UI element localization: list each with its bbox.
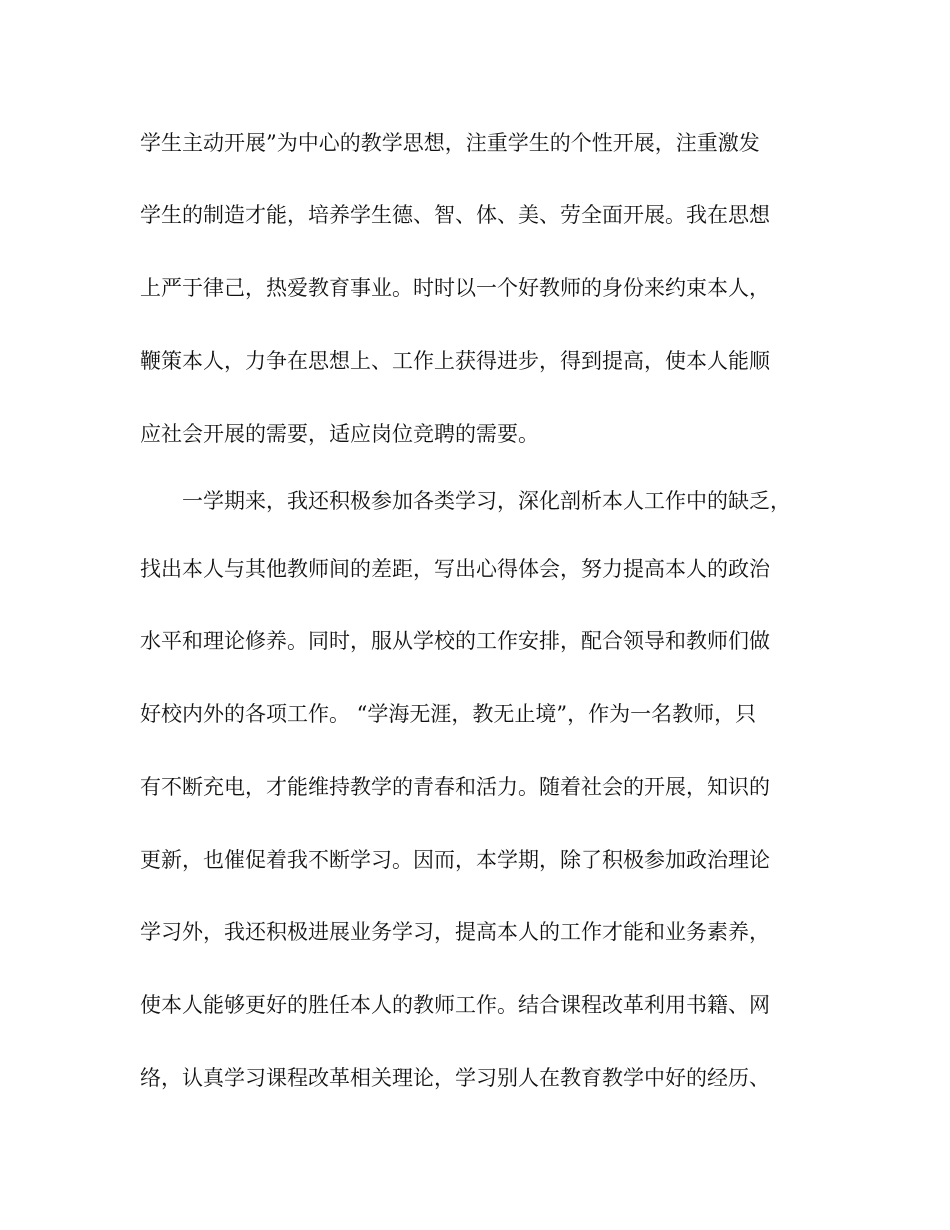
text-line: 好校内外的各项工作。 “学海无涯，教无止境”，作为一名教师，只 [140, 702, 757, 726]
text-line: 络，认真学习课程改革相关理论，学习别人在教育教学中好的经历、 [140, 1066, 770, 1090]
text-line: 有不断充电，才能维持教学的青春和活力。随着社会的开展，知识的 [140, 775, 770, 799]
text-line: 上严于律己，热爱教育事业。时时以一个好教师的身份来约束本人， [140, 276, 770, 300]
text-line: 找出本人与其他教师间的差距，写出心得体会，努力提高本人的政治 [140, 557, 770, 581]
text-line: 水平和理论修养。同时，服从学校的工作安排，配合领导和教师们做 [140, 629, 770, 653]
text-line: 鞭策本人，力争在思想上、工作上获得进步，得到提高，使本人能顺 [140, 349, 770, 373]
text-line: 学生主动开展”为中心的教学思想，注重学生的个性开展，注重激发 [140, 131, 760, 155]
text-line: 使本人能够更好的胜任本人的教师工作。结合课程改革利用书籍、网 [140, 993, 770, 1017]
text-line: 应社会开展的需要，适应岗位竞聘的需要。 [140, 422, 539, 446]
text-line: 学生的制造才能，培养学生德、智、体、美、劳全面开展。我在思想 [140, 203, 770, 227]
text-line: 学习外，我还积极进展业务学习，提高本人的工作才能和业务素养， [140, 920, 770, 944]
text-line: 更新，也催促着我不断学习。因而，本学期，除了积极参加政治理论 [140, 848, 770, 872]
text-line: 一学期来，我还积极参加各类学习，深化剖析本人工作中的缺乏， [182, 489, 791, 513]
